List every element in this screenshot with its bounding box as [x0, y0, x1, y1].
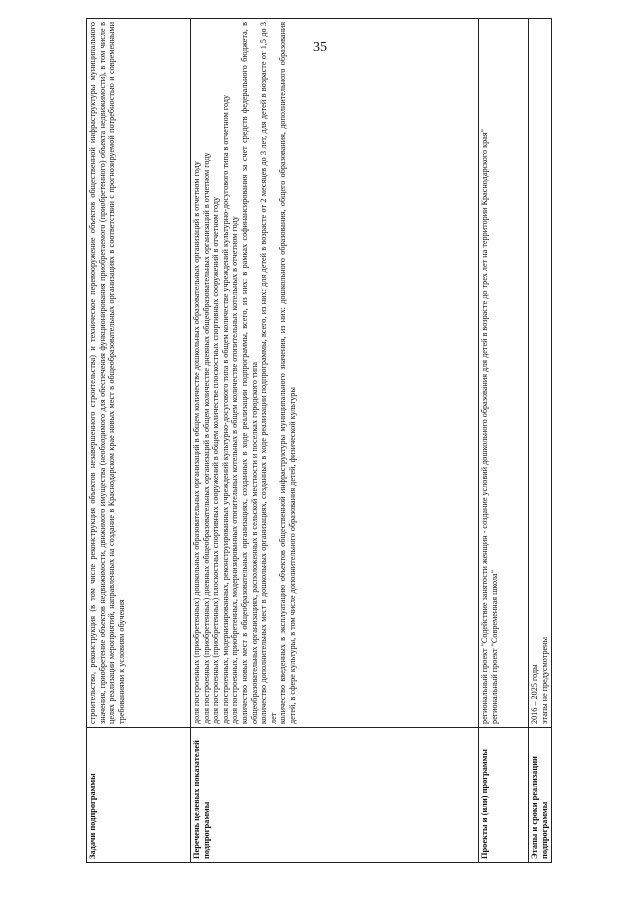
content-line: доля построенных (приобретенных) дневных общеобразовательных организаций в общем количестве дневных общеобразовательных организаций в отчетном году — [201, 152, 211, 724]
content-line: количество дополнительных мест в дошкольных организациях, созданных в ходе реализации подпрограммы, всего, из них: для детей в возрасте от 2 месяцев до 3 лет, для детей в возрасте от 1,5 до 3 лет — [259, 22, 278, 724]
content-line: 2016 – 2025 годы — [530, 664, 539, 724]
content-line: количество введенных в эксплуатацию объектов общественной инфраструктуры муниципального значения, из них: дошкольного образования, общего образования, дополнительного образования детей, в сфере культуры, в том числе дополнительного образования детей, физической культуры — [278, 22, 297, 724]
subprogram-passport-table — [86, 18, 552, 863]
content-line: региональный проект "Современная школа" — [489, 569, 499, 724]
row-content — [479, 19, 529, 728]
row-label: Перечень целевых показателей подпрограммы — [191, 728, 479, 863]
row-content — [87, 19, 191, 728]
content-line: доля построенных (приобретенных) плоскостных спортивных сооружений в общем количестве плоскостных спортивных сооружений в отчетном году — [211, 196, 221, 724]
table-row-targets — [191, 19, 479, 863]
page-number: 35 — [313, 40, 327, 55]
table-row-projects — [479, 19, 529, 863]
rotated-table-wrapper — [86, 18, 549, 863]
content-line: количество новых мест в общеобразовательных организациях, созданных в ходе реализации подпрограммы, всего, из них: в рамках софинансирования за счет средств федерального бюджета, в общеобразовательных организациях, расположенных в сельской местности и поселках городского типа — [239, 22, 259, 724]
content-line: доля построенных (приобретенных) дошкольных образовательных организаций в общем количестве дошкольных образовательных организаций в отчетном году — [192, 161, 201, 724]
content-line: региональный проект "Содействие занятости женщин - создание условий дошкольного образования для детей в возрасте до трех лет на территории Краснодарского края" — [480, 129, 489, 724]
row-content — [191, 19, 479, 728]
content-line: этапы не предусмотрены — [539, 636, 549, 724]
table-row-tasks — [87, 19, 191, 863]
content-line: доля построенных, модернизированных, реконструированных учреждений культурно-досугового типа в общем количестве учреждений культурно-досугового типа в отчетном году — [220, 94, 230, 724]
content-line: доля построенных, приобретенных, модернизированных отопительных котельных в общем количестве отопительных котельных в отчетном году — [230, 216, 240, 724]
table-row-stages — [529, 19, 552, 863]
row-label: Проекты и (или) программы — [479, 728, 529, 863]
content-line: строительство, реконструкция (в том числе реконструкция объектов незавершенного строительства) и техническое перевооружение объектов общественной инфраструктуры муниципального значения, приобретение объектов недвижимости, движимого имущества (необходимого для обеспечения функционирования приобретаемого (приобретенного) объекта недвижимости), в том числе в целях реализации мероприятий, направленных на создание в Краснодарском крае новых мест в общеобразовательных организациях в соответствии с прогнозируемой потребностью и современными требованиями к условиям обучения — [88, 22, 126, 724]
row-content — [529, 19, 552, 728]
row-label: Задачи подпрограммы — [87, 728, 191, 863]
row-label: Этапы и сроки реализации подпрограммы — [529, 728, 552, 863]
